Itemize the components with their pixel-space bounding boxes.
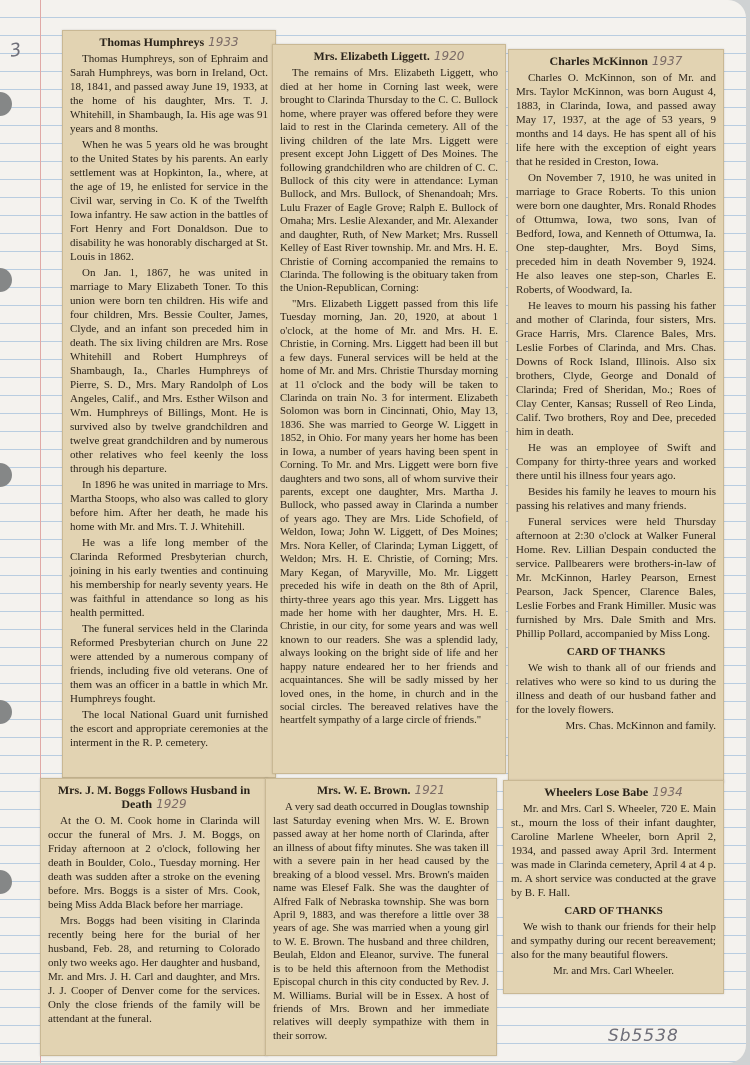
paragraph: The funeral services held in the Clarinda Reformed Presbyterian church on June 22 were attended by a numerous company of friends, including five old veterans. One of them was an officer in a battle in which Mr. Humphreys fought. xyxy=(70,623,268,705)
catalog-number: Sb5538 xyxy=(608,1026,679,1046)
binder-hole xyxy=(0,870,12,894)
clipping-wheelers xyxy=(503,780,724,994)
clipping-charles-mckinnon xyxy=(508,49,724,783)
paragraph: A very sad death occurred in Douglas township last Saturday evening when Mrs. W. E. Brown passed away at her home north of Clarinda, after an illness of about fifty minutes. She was taken ill with a severe pain in her head caused by the breaking of a blood vessel. Mrs. Brown's maiden name was Elesef Falk. She was the daughter of Alfred Falk of Nebraska township. She was born April 9, 1883, and was therefore a little over 38 years of age. She was married when a young girl to W. E. Brown. The husband and three children, Beulah, Eldon and Eleanor, survive. The funeral is to be held this afternoon from the Methodist Episcopal church in this city conducted by Rev. J. M. Williams. Burial will be in Essex. A host of friends of Mrs. Brown and her immediate relatives will deeply sympathize with them in their sorrow. xyxy=(273,801,489,1042)
card-of-thanks-text: We wish to thank all of our friends and relatives who were so kind to us during the illness and death of our husband father and for the lovely flowers. xyxy=(516,662,716,716)
paragraph: The local National Guard unit furnished the escort and appropriate ceremonies at the interment in the R. P. cemetery. xyxy=(70,709,268,749)
page-number: 3 xyxy=(8,39,24,62)
handwritten-year: 1937 xyxy=(651,54,683,68)
binder-hole xyxy=(0,463,12,487)
paragraph: In 1896 he was united in marriage to Mrs. Martha Stoops, who also was called to glory before him. After her death, he made his home with Mr. and Mrs. T. J. Whitehill. xyxy=(70,479,268,533)
paragraph: Mrs. Boggs had been visiting in Clarinda recently being here for the burial of her husband, Feb. 28, and returning to Colorado only two weeks ago. Her daughter and husband, Mr. and Mrs. J. H. Carl and daughter, and Mrs. J. J. Cooper of Denver come for the services. Only the close friends of the family will be attendant at the funeral. xyxy=(48,915,260,1025)
clipping-title: Mrs. Elizabeth Liggett. 1920 xyxy=(313,49,465,63)
paragraph: Mr. and Mrs. Carl S. Wheeler, 720 E. Main st., mourn the loss of their infant daughter, Caroline Marlene Wheeler, born April 2, 1934, and passed away April 3rd. Interment was made in Clarinda cemetery, April 4 at 4 p. m. A short service was conducted at the grave by B. F. Hall. xyxy=(511,803,716,899)
clipping-title: Mrs. J. M. Boggs Follows Husband in Death 1929 xyxy=(57,783,251,811)
handwritten-year: 1933 xyxy=(208,35,239,49)
card-of-thanks-heading: CARD OF THANKS xyxy=(566,646,666,658)
handwritten-year: 1920 xyxy=(433,49,465,63)
paragraph: "Mrs. Elizabeth Liggett passed from this life Tuesday morning, Jan. 20, 1920, at about 1 o'clock, at the home of Mr. and Mrs. H. E. Christie, in Corning. Mrs. Liggett had been ill but a few days. Funeral services will be held at the home of Mr. and Mrs. Christie Thursday morning at 11 o'clock and the body will be taken to Clarinda on train No. 3 for interment. Elizabeth Solomon was born in Cincinnati, Ohio, May 13, 1836. She was married to George W. Liggett in 1852, in Ohio. For many years her home has been in Iowa, a number of years having been spent in Corning. To Mr. and Mrs. Liggett were born five daughters and two sons, all of whom survive their parents, except one daughter, Mrs. Martha J. Bullock, who passed away in Clarinda a number of years ago. They are Mrs. Lide Schofield, of Weldon, Iowa; John W. Liggett, of Des Moines; Mrs. Nora Keller, of Clarinda; Lyman Liggett, of Weldon; Mrs. H. E. Christie, of Corning; Mrs. Mary Kegan, of Maryville, Mo. Mr. Liggett preceded his wife in death on the 8th of April, thirty-three years ago this year. Mrs. Liggett has made her home with her daughter, Mrs. H. E. Christie, in our city, for some years and was well known to our readers. She was a splendid lady, always looking on the bright side of life and her happy nature endeared her to her friends and acquaintances. She will be sadly missed by her loved ones, in the home, in church and in the social circles. The bereaved relatives have the heartfelt sympathy of a large circle of friends." xyxy=(280,297,498,727)
card-of-thanks-heading: CARD OF THANKS xyxy=(564,905,663,917)
handwritten-year: 1934 xyxy=(652,785,683,799)
paragraph: On Jan. 1, 1867, he was united in marriage to Mary Elizabeth Toner. To this union were born ten children. His wife and four children, Mrs. Bessie Coulter, James, Clyde, and an infant son preceded him in death. The six living children are Mrs. Rose Whitehill and Robert Humphreys of Shambaugh, Ia., Charles Humphreys of Pierre, S. D., Mrs. Mary Randolph of Los Angeles, Calif., and Mrs. Esther Wilson and Wm. Humphreys of Billings, Mont. He is survived also by twelve grandchildren and twelve great grandchildren and by numerous other relatives who feel keenly the loss through his departure. xyxy=(70,267,268,475)
paragraph: On November 7, 1910, he was united in marriage to Grace Roberts. To this union were born one daughter, Mrs. Ronald Rhodes of Ottumwa, Iowa, two sons, Ivan of Bedford, Iowa, and Kenneth of Ottumwa, Ia. One step-daughter, Mrs. Boyd Sims, preceded him in death November 9, 1924. He also leaves one step-son, Charles E. Roberts, of Woodward, Ia. xyxy=(516,172,716,296)
clipping-title: Charles McKinnon 1937 xyxy=(549,54,683,68)
clipping-title: Wheelers Lose Babe 1934 xyxy=(544,785,683,799)
paragraph: Thomas Humphreys, son of Ephraim and Sarah Humphreys, was born in Ireland, Oct. 18, 1841, and passed away June 19, 1933, at the home of his daughter, Mrs. T. J. Whitehill, in Shambaugh, Ia. His age was 91 years and 8 months. xyxy=(70,53,268,135)
paragraph: Besides his family he leaves to mourn his passing his relatives and many friends. xyxy=(516,486,716,512)
clipping-thomas-humphreys xyxy=(62,30,276,778)
signature: Mrs. Chas. McKinnon and family. xyxy=(565,720,716,732)
binder-hole xyxy=(0,268,12,292)
clipping-elizabeth-liggett xyxy=(272,44,506,774)
clipping-mrs-boggs xyxy=(40,778,268,1056)
handwritten-year: 1929 xyxy=(156,797,187,811)
clipping-title: Mrs. W. E. Brown. 1921 xyxy=(316,783,446,797)
paragraph: Charles O. McKinnon, son of Mr. and Mrs. Taylor McKinnon, was born August 4, 1883, in Clarinda, Iowa, and passed away May 17, 1937, at the age of 53 years, 9 months and 14 days. He has spent all of his life here with the exception of eight years that he resided in Creston, Iowa. xyxy=(516,72,716,168)
binder-hole xyxy=(0,92,12,116)
paragraph: Funeral services were held Thursday afternoon at 2:30 o'clock at Walker Funeral Home. Rev. Lillian Despain conducted the service. Pallbearers were brothers-in-law of Mr. McKinnon, Harley Pearson, Ernest Pearson, Jack Spencer, Clarence Bales, Leslie Forbes and Frank Himiller. Music was furnished by Mrs. Dale Smith and Mrs. Phillip Pollard, accompanied by Miss Long. xyxy=(516,516,716,640)
paragraph: When he was 5 years old he was brought to the United States by his parents. An early settlement was at Hopkinton, Ia., where, at the age of 19, he enlisted for service in the Civil war, serving in Co. K of the Twelfth Iowa infantry. He saw action in the battles of Fort Henry and Fort Donaldson. Due to disability he was honorably discharged at St. Louis in 1862. xyxy=(70,139,268,263)
clipping-title: Thomas Humphreys 1933 xyxy=(99,35,239,49)
paragraph: The remains of Mrs. Elizabeth Liggett, who died at her home in Corning last week, were brought to Clarinda Thursday to the C. C. Bullock home, where prayer was offered before they were laid to rest in the Clarinda cemetery. All of the living children of the late Mrs. Liggett were present except John Liggett of Des Moines. The following grandchildren who are children of C. C. Bullock of this city were in attendance: Lyman Bullock, and Mrs. Bullock, of Shenandoah; Mrs. Lulu Frazer of Eagle Grove; Ralph E. Bullock of Omaha; Mrs. Leslie Alexander, and Mr. Alexander and daughter, Ruth, of New Market; Mrs. Russell Kelley of East River township. Mr. and Mrs. H. E. Christie of Corning accompanied the remains to Clarinda. The following is the obituary taken from the Union-Republican, Corning: xyxy=(280,67,498,295)
paragraph: At the O. M. Cook home in Clarinda will occur the funeral of Mrs. J. M. Boggs, on Friday afternoon at 2 o'clock, following her death in Boulder, Colo., Tuesday morning. Her death was sudden after a stroke on the evening before. Mrs. Boggs is a sister of Mrs. Cook, being Miss Adda Black before her marriage. xyxy=(48,815,260,911)
card-of-thanks-text: We wish to thank our friends for their help and sympathy during our recent bereavement; also for the many beautiful flowers. xyxy=(511,921,716,961)
signature: Mr. and Mrs. Carl Wheeler. xyxy=(552,965,675,977)
handwritten-year: 1921 xyxy=(414,783,446,797)
binder-hole xyxy=(0,700,12,724)
paragraph: He was a life long member of the Clarinda Reformed Presbyterian church, joining in his early twenties and continuing his membership for nearly seventy years. He was faithful in attendance so long as his health permitted. xyxy=(70,537,268,619)
clipping-mrs-brown xyxy=(265,778,497,1056)
paragraph: He leaves to mourn his passing his father and mother of Clarinda, four sisters, Mrs. Grace Harris, Mrs. Clarence Bales, Mrs. Leslie Forbes of Clarinda, and Mrs. Chas. Downs of Rock Island, Illinois. Also six brothers, Clyde, George and Donald of Clarinda; Fred of Sheridan, Mo.; Roes of Clay Center, Kansas; Russell of Reo Linda, Calif. Two brothers, Roy and Dee, preceded him in death. xyxy=(516,300,716,438)
paragraph: He was an employee of Swift and Company for thirty-three years and worked there until his illness four years ago. xyxy=(516,442,716,482)
